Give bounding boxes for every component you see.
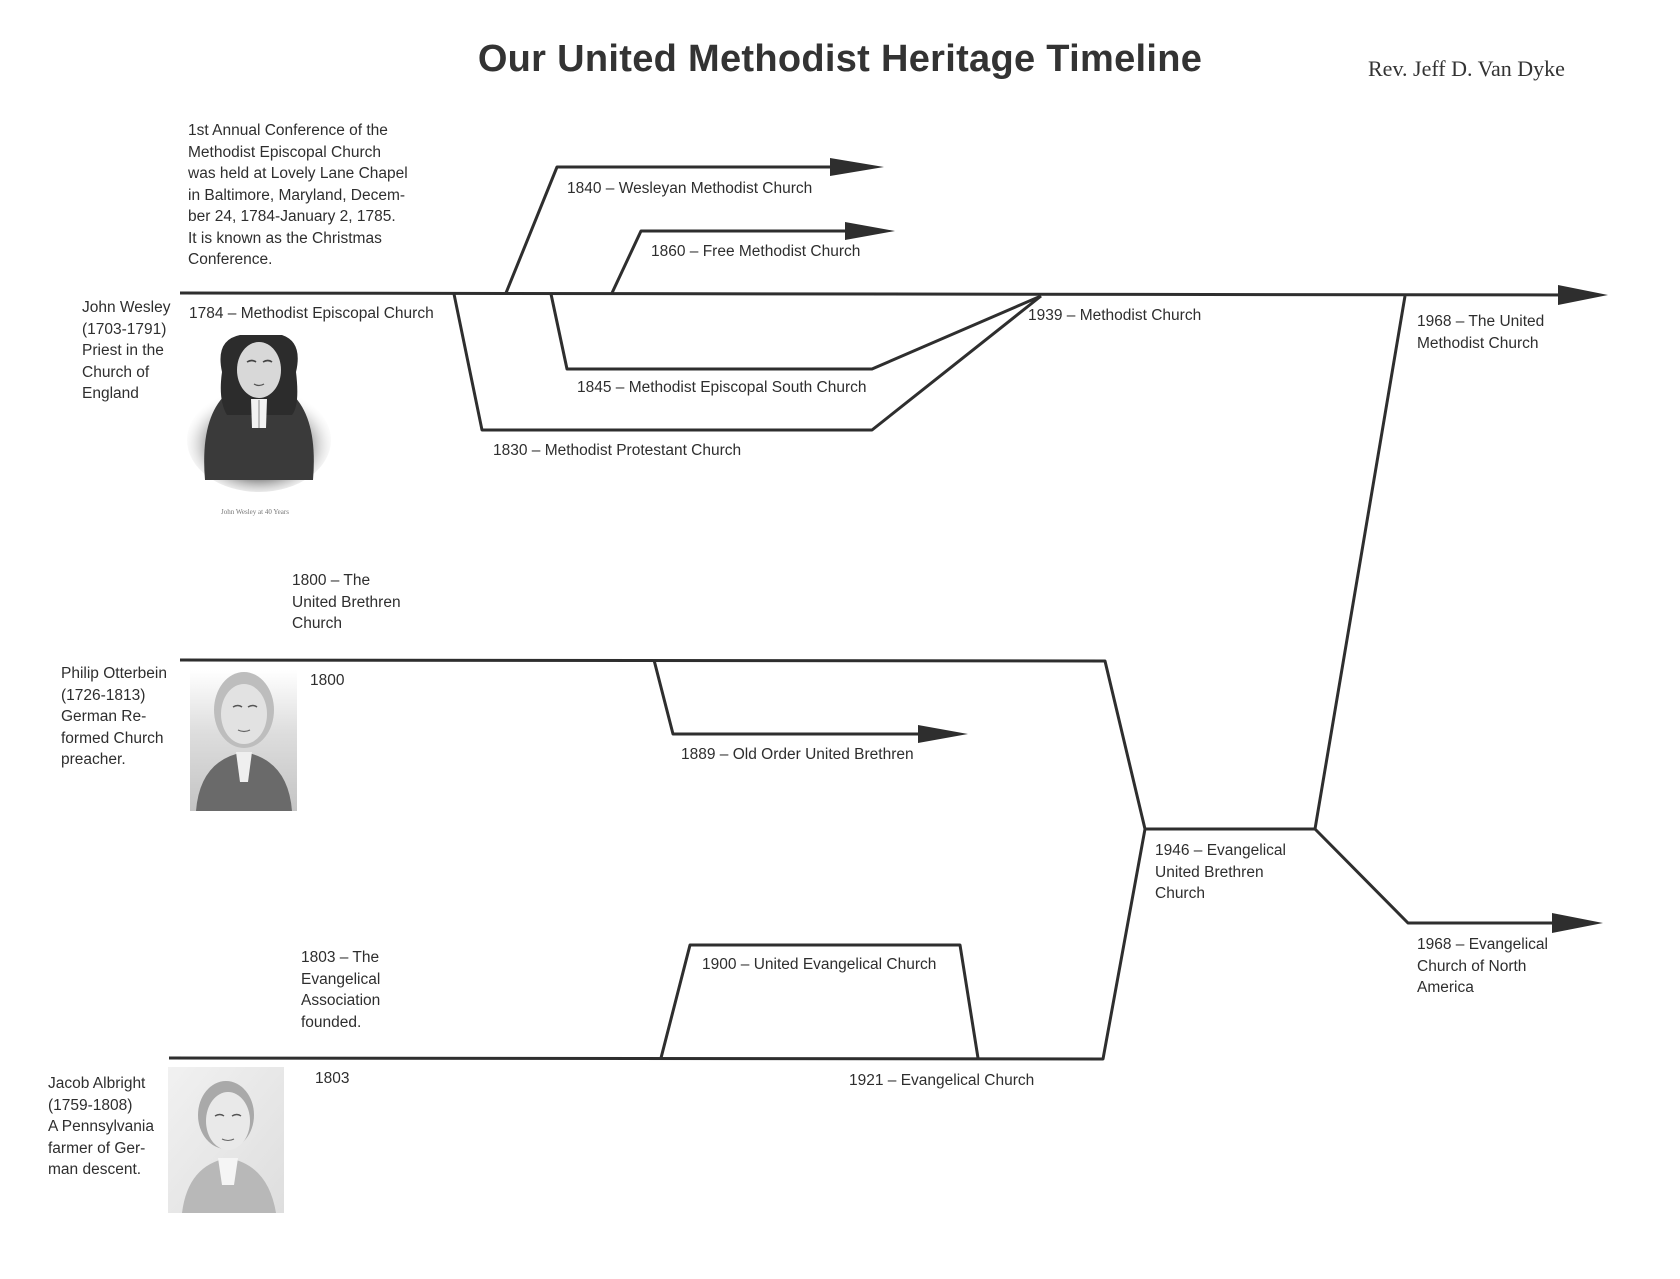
jacob-albright-portrait: [168, 1067, 284, 1213]
methodist-arrowhead: [1558, 285, 1608, 305]
label-1800-ub-intro: 1800 – The United Brethren Church: [292, 572, 401, 632]
label-1968-umc: 1968 – The United Methodist Church: [1417, 313, 1545, 352]
label-1968-ecna: 1968 – Evangelical Church of North America: [1417, 936, 1548, 996]
umc-merge-line: [1315, 296, 1405, 829]
label-1830-protestant: 1830 – Methodist Protestant Church: [493, 442, 742, 459]
old-order-arrowhead: [918, 725, 968, 743]
john-wesley-bio: John Wesley (1703-1791) Priest in the Church of England: [82, 299, 171, 402]
label-1784-mec: 1784 – Methodist Episcopal Church: [189, 305, 434, 322]
label-1845-south: 1845 – Methodist Episcopal South Church: [577, 379, 867, 396]
label-1803-ea-intro: 1803 – The Evangelical Association founded.: [301, 949, 381, 1031]
south-branch-line: [551, 294, 1041, 369]
label-1900-uec: 1900 – United Evangelical Church: [702, 956, 937, 973]
page-title: Our United Methodist Heritage Timeline: [477, 38, 1203, 80]
label-1946-eub: 1946 – Evangelical United Brethren Church: [1155, 842, 1286, 902]
jacob-albright-bio: Jacob Albright (1759-1808) A Pennsylvania farmer of Ger- man descent.: [48, 1075, 154, 1178]
ecna-arrowhead: [1552, 913, 1603, 933]
protestant-branch-line: [454, 294, 1041, 430]
old-order-branch-line: [654, 660, 938, 734]
methodist-main-line: [180, 293, 1575, 295]
label-1800: 1800: [310, 672, 345, 689]
philip-otterbein-portrait: [190, 670, 297, 811]
label-1939-methodist: 1939 – Methodist Church: [1028, 307, 1202, 324]
john-wesley-caption: John Wesley at 40 Years: [221, 508, 289, 516]
christmas-conference-note: 1st Annual Conference of the Methodist Episcopal Church was held at Lovely Lane Chapel in Baltimore, Maryland, Decem- ber 24, 1784-January 2, 1785. It is known as the Christmas Conference.: [188, 122, 408, 268]
philip-otterbein-bio: Philip Otterbein (1726-1813) German Re- formed Church preacher.: [61, 665, 167, 768]
label-1921-ec: 1921 – Evangelical Church: [849, 1072, 1035, 1089]
wesleyan-arrowhead: [830, 158, 884, 176]
label-1803: 1803: [315, 1070, 350, 1087]
author-name: Rev. Jeff D. Van Dyke: [1368, 56, 1565, 81]
label-1889-old-order: 1889 – Old Order United Brethren: [681, 746, 914, 763]
free-methodist-arrowhead: [845, 222, 895, 240]
label-1860-free: 1860 – Free Methodist Church: [651, 243, 861, 260]
ecna-branch-line: [1315, 829, 1568, 923]
label-1840-wesleyan: 1840 – Wesleyan Methodist Church: [567, 180, 813, 197]
john-wesley-portrait: [187, 335, 331, 492]
